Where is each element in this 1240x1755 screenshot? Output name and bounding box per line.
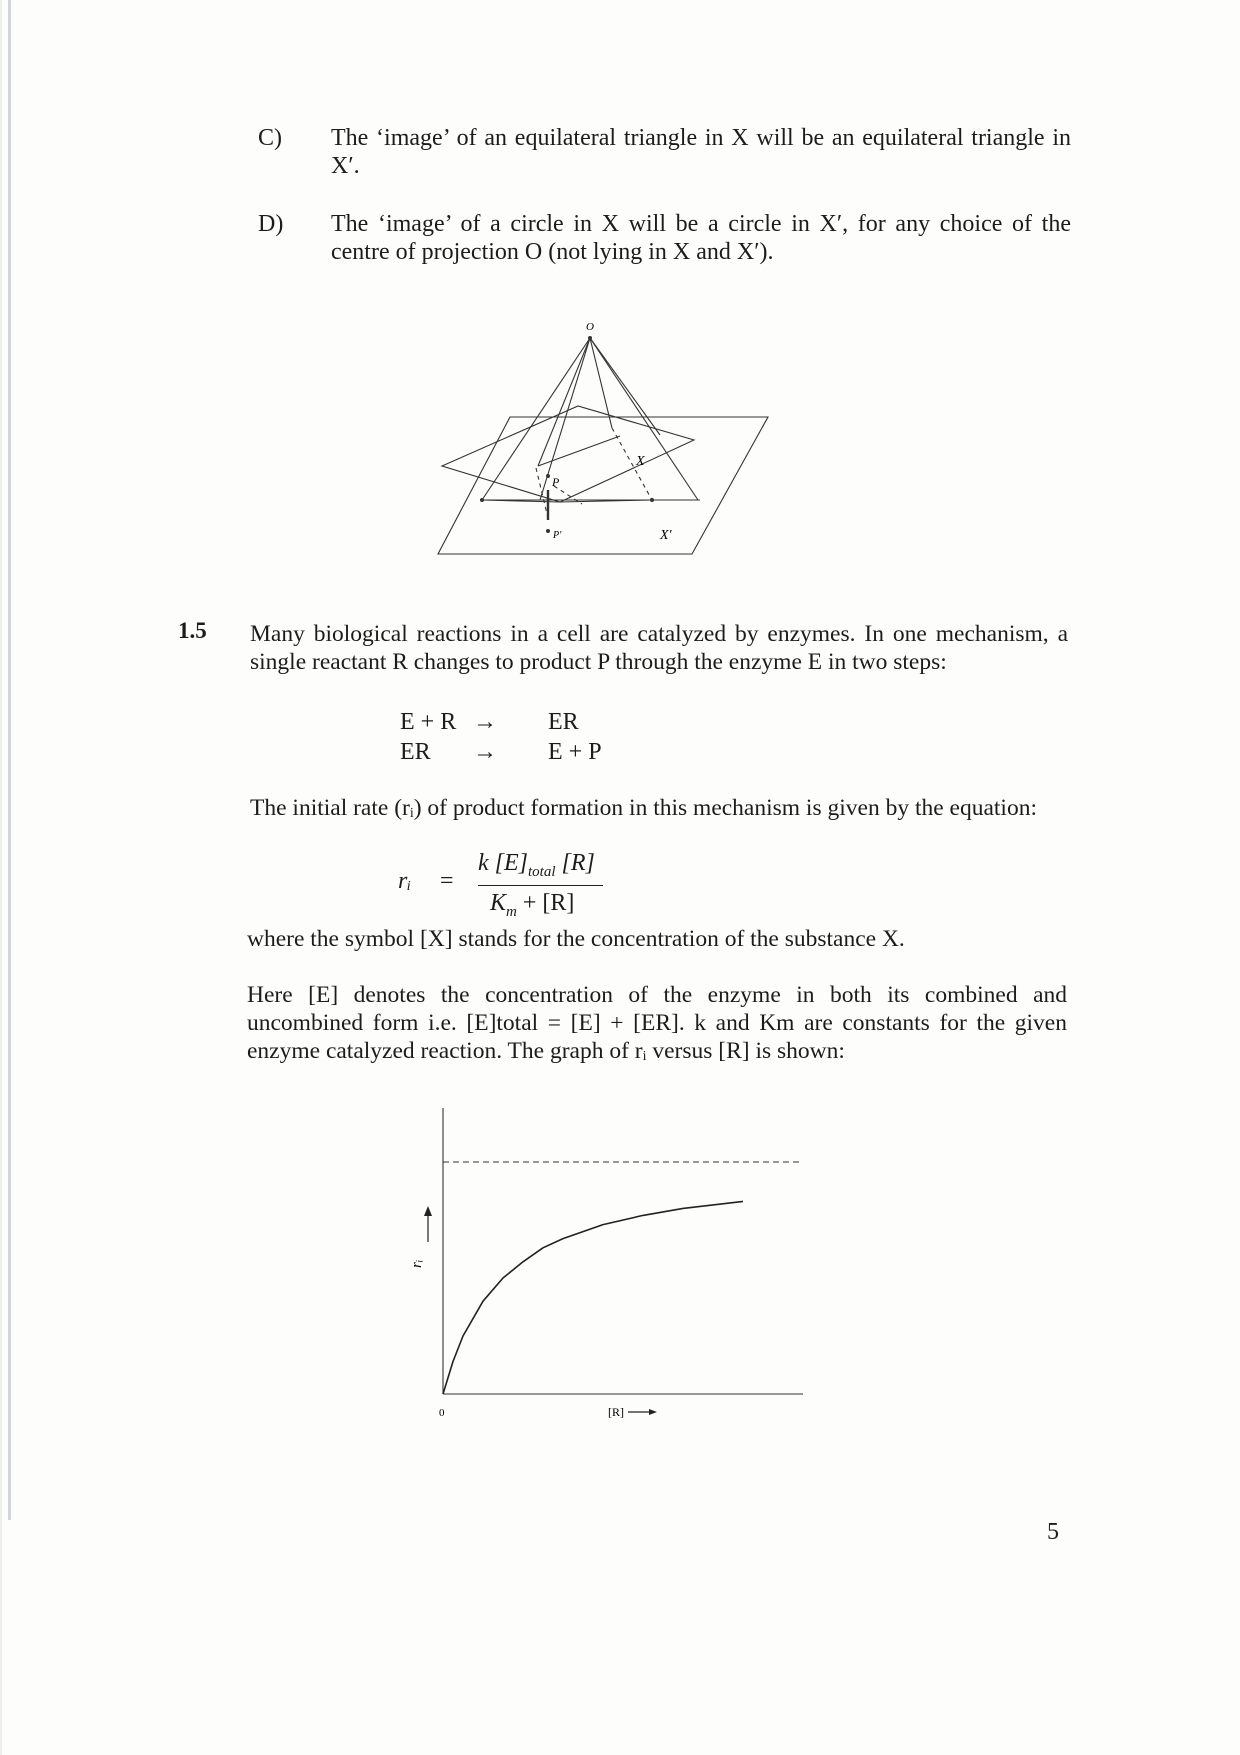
plane-x-prime xyxy=(438,417,768,554)
projection-figure xyxy=(430,318,770,558)
origin-label: 0 xyxy=(439,1407,445,1419)
rate-intro: The initial rate (rᵢ) of product formation in this mechanism is given by the equation: xyxy=(250,795,1037,821)
symbol-note: where the symbol [X] stands for the concentration of the substance X. xyxy=(247,926,905,952)
reaction-2-right: E + P xyxy=(548,739,602,765)
equation-equals: = xyxy=(440,868,454,894)
numerator-r: [R] xyxy=(561,850,595,876)
option-text: The ‘image’ of a circle in X will be a circle in X′, for any choice of the centre of projection O (not lying in X and X′). xyxy=(331,211,1071,265)
label-x-prime: X′ xyxy=(660,528,672,543)
rate-curve xyxy=(443,1201,743,1394)
rate-chart xyxy=(400,1100,820,1430)
denominator-k: K xyxy=(490,890,507,916)
question-number: 1.5 xyxy=(178,618,207,643)
denominator-subscript: m xyxy=(506,903,517,920)
label-x: X xyxy=(636,454,645,469)
equation-numerator xyxy=(478,850,595,881)
option-text: The ‘image’ of an equilateral triangle in X will be an equilateral triangle in X′. xyxy=(331,125,1071,179)
numerator-k: k xyxy=(478,850,489,876)
y-axis-arrowhead xyxy=(424,1206,432,1216)
y-axis-label: rᵢ xyxy=(409,1259,425,1268)
label-o: O xyxy=(586,321,594,333)
equation-denominator xyxy=(490,890,574,921)
question-intro: Many biological reactions in a cell are catalyzed by enzymes. In one mechanism, a single reactant R changes to product P through the enzyme E in two steps: xyxy=(250,621,1068,675)
plane-x xyxy=(442,406,694,502)
denominator-rest: + [R] xyxy=(522,890,575,916)
reaction-2-left: ER xyxy=(400,739,431,765)
page-number: 5 xyxy=(1047,1519,1059,1545)
fraction-bar xyxy=(478,885,603,886)
reaction-2-arrow: → xyxy=(473,739,497,765)
x-axis-label: [R] xyxy=(608,1405,624,1419)
equation-lhs: rᵢ xyxy=(398,868,412,894)
reaction-1-arrow: → xyxy=(473,709,497,735)
option-label: D) xyxy=(258,211,284,237)
reaction-1-right: ER xyxy=(548,709,579,735)
scan-binding-edge xyxy=(8,0,11,1520)
scan-shadow xyxy=(0,0,2,1755)
label-p-prime: P′ xyxy=(553,530,562,541)
x-axis-arrowhead xyxy=(649,1409,657,1415)
numerator-subscript: total xyxy=(528,863,556,880)
explanation: Here [E] denotes the concentration of the enzyme in both its combined and uncombined form i.e. [E]total = [E] + [ER]. k and Km are constants for the given enzyme catalyzed reaction. The graph of rᵢ versus [R] is shown: xyxy=(247,982,1067,1064)
option-label: C) xyxy=(258,125,282,151)
label-p: P xyxy=(552,475,560,489)
numerator-e: [E] xyxy=(494,850,528,876)
reaction-1-left: E + R xyxy=(400,709,457,735)
